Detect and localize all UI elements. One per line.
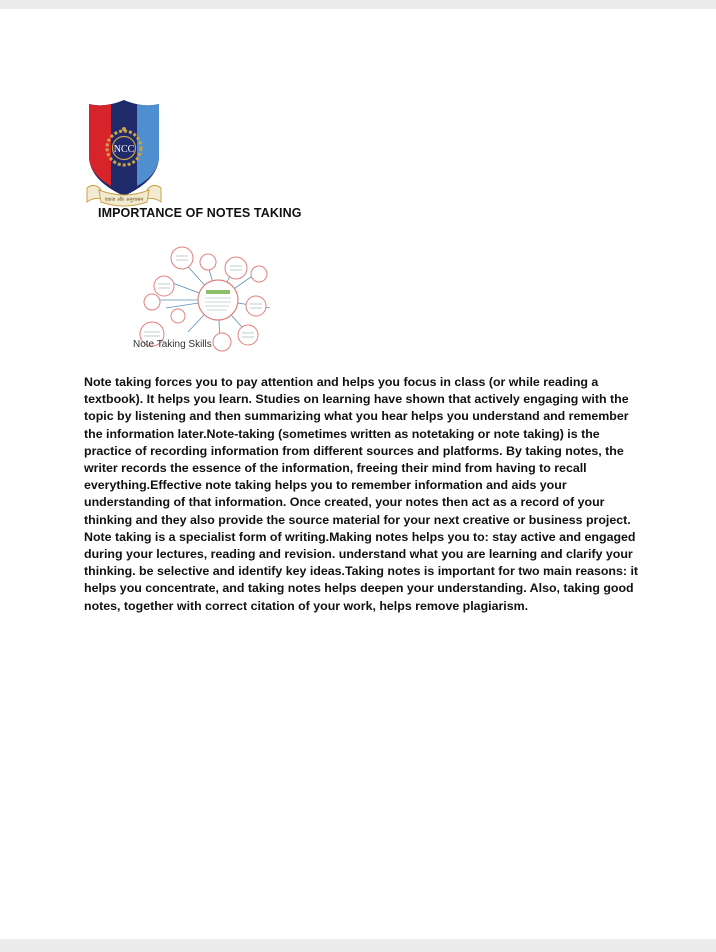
body-paragraph: Note taking forces you to pay attention and helps you focus in class (or while reading a textbook). It helps you learn. Studies on learning have shown that actively engaging with the topic by listening and then summarizing what you hear helps you understand and remember the information later.Note-taking (sometimes written as notetaking or note taking) is the practice of recording information from different sources and platforms. By taking notes, the writer records the essence of the information, freeing their mind from having to recall everything.Effective note taking helps you to remember information and aids your understanding of that information. Once created, your notes then act as a record of your thinking and they also provide the source material for your next creative or business project. Note taking is a specialist form of writing.Making notes helps you to: stay active and engaged during your lectures, reading and revision. understand what you are learning and clarify your thinking. be selective and identify key ideas.Taking notes is important for two main reasons: it helps you concentrate, and taking notes helps deepen your understanding. Also, taking good notes, together with correct citation of your work, helps remove plagiarism. — [84, 375, 639, 613]
figure-caption: Note Taking Skills — [133, 339, 212, 350]
logo-ribbon-text: एकता और अनुशासन — [104, 197, 144, 203]
page-heading: IMPORTANCE OF NOTES TAKING — [98, 206, 302, 220]
logo-emblem-text: NCC — [113, 144, 135, 155]
ncc-logo — [85, 96, 163, 209]
document-page — [0, 9, 716, 939]
